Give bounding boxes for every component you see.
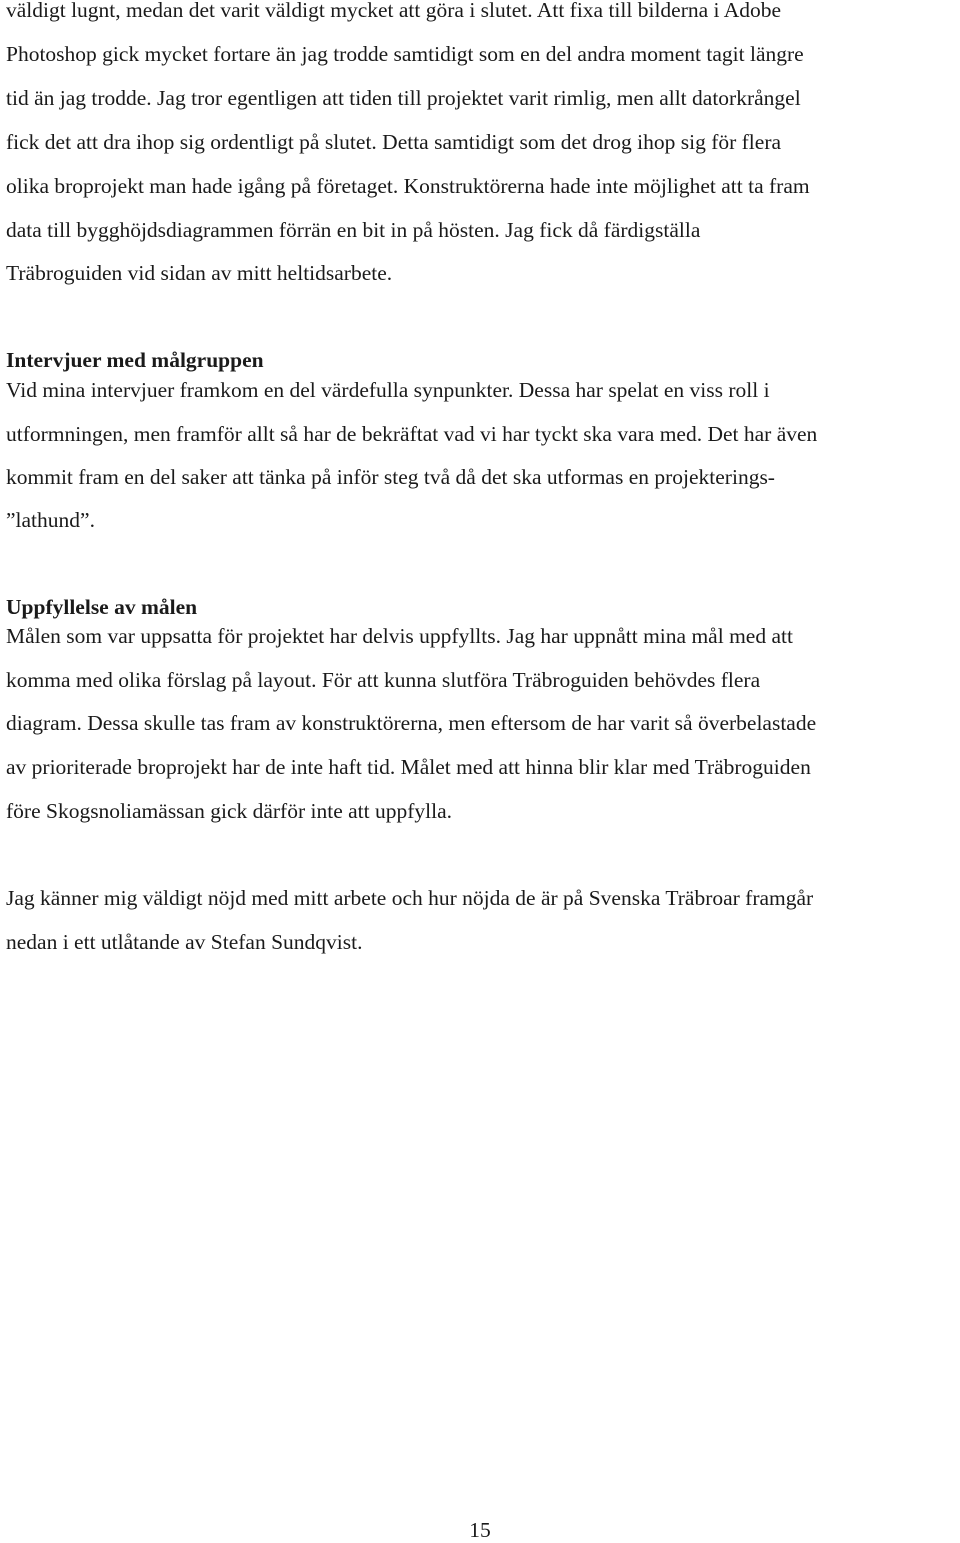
text-line: Photoshop gick mycket fortare än jag trodde samtidigt som en del andra moment tagit längre [6, 42, 804, 66]
text-line: före Skogsnoliamässan gick därför inte att uppfylla. [6, 799, 453, 823]
text-line: komma med olika förslag på layout. För att kunna slutföra Träbroguiden behövdes flera [6, 668, 761, 692]
text-line: utformningen, men framför allt så har de bekräftat vad vi har tyckt ska vara med. Det har även [6, 422, 818, 446]
section-heading: Intervjuer med målgruppen [6, 348, 264, 372]
text-line: olika broprojekt man hade igång på företaget. Konstruktörerna hade inte möjlighet att ta fram [6, 174, 810, 198]
text-line: Vid mina intervjuer framkom en del värdefulla synpunkter. Dessa har spelat en viss roll i [6, 378, 770, 402]
text-line: ”lathund”. [6, 508, 95, 532]
text-line: Träbroguiden vid sidan av mitt heltidsarbete. [6, 261, 393, 285]
text-line: Målen som var uppsatta för projektet har delvis uppfyllts. Jag har uppnått mina mål med att [6, 624, 793, 648]
text-line: nedan i ett utlåtande av Stefan Sundqvist. [6, 930, 363, 954]
text-line: tid än jag trodde. Jag tror egentligen att tiden till projektet varit rimlig, men allt datorkrångel [6, 86, 801, 110]
section-heading: Uppfyllelse av målen [6, 595, 198, 619]
text-line: diagram. Dessa skulle tas fram av konstruktörerna, men eftersom de har varit så överbelastade [6, 711, 817, 735]
text-line: data till bygghöjdsdiagrammen förrän en bit in på hösten. Jag fick då färdigställa [6, 218, 701, 242]
text-line: väldigt lugnt, medan det varit väldigt mycket att göra i slutet. Att fixa till bilderna i Adobe [6, 0, 782, 22]
text-line: kommit fram en del saker att tänka på inför steg två då det ska utformas en projekterings- [6, 465, 775, 489]
page-number: 15 [469, 1518, 491, 1542]
text-line: Jag känner mig väldigt nöjd med mitt arbete och hur nöjda de är på Svenska Träbroar framgår [6, 886, 814, 910]
text-line: fick det att dra ihop sig ordentligt på slutet. Detta samtidigt som det drog ihop sig för flera [6, 130, 782, 154]
text-line: av prioriterade broprojekt har de inte haft tid. Målet med att hinna blir klar med Träbroguiden [6, 755, 811, 779]
